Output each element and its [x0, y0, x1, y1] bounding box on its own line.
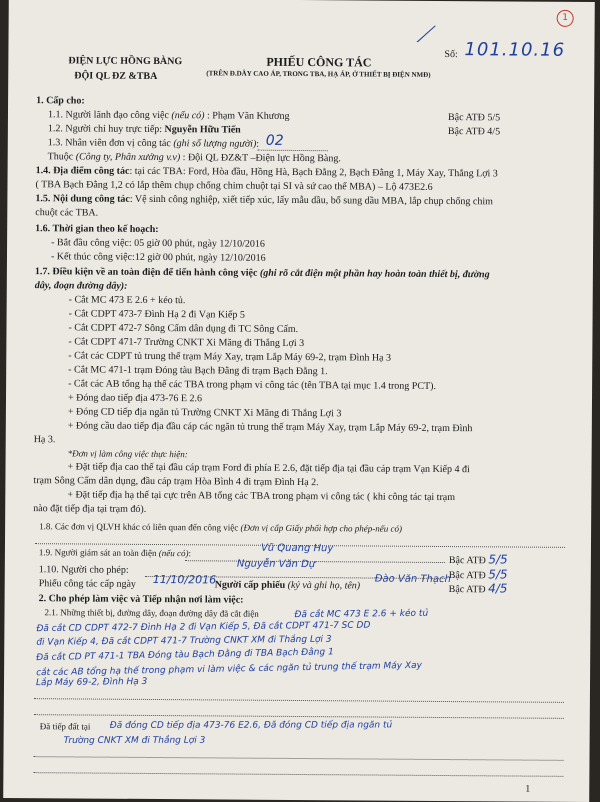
- footer-page-number: 1: [525, 783, 531, 795]
- safety-item: - Cắt CDPT 471-7 Trường CNKT Xi Măng đi Thắng Lợi 3: [68, 336, 305, 350]
- cut-off-note: cắt các AB tổng hạ thế trong phạm vi làm việc & các ngăn tủ trung thế trạm Máy Xay: [36, 660, 423, 679]
- dotted-line: [34, 756, 564, 761]
- document-page: [3, 0, 595, 802]
- row-1-1-note: (nếu có): [171, 110, 205, 122]
- row-1-5-line1: : Vệ sinh công nghiệp, xiết tiếp xúc, lấy mẫu dầu, bổ sung dầu MBA, lắp chụp chống chim: [129, 193, 493, 208]
- row-1-9-grade-label: Bậc ATĐ: [448, 555, 486, 567]
- issuer: [215, 579, 361, 591]
- thuoc-note: (Công ty, Phân xưởng v.v): [75, 151, 181, 164]
- work-unit-line: trạm Sông Cấm dân dụng, đầu cáp trạm Hòa Bình 4 đi trạm Đình Hạ 2.: [33, 475, 319, 489]
- cut-off-note: Lắp Máy 69-2, Đình Hạ 3: [35, 676, 148, 689]
- thuoc-label: Thuộc: [47, 151, 74, 163]
- dotted-line: [34, 698, 564, 703]
- row-1-4-line2: ( TBA Bạch Đằng 1,2 có lắp thêm chụp chống chim chuột tại SI và sứ cao thế MBA) – Lộ 473E2.6: [35, 179, 433, 193]
- grounding-note: Đã đóng CD tiếp địa 473-76 E2.6, Đã đóng CD tiếp địa ngăn tủ: [109, 720, 393, 731]
- row-1-10-label: 1.10. Người cho phép:: [38, 564, 129, 576]
- row-1-1-label: 1.1. Người lãnh đạo công việc: [47, 109, 169, 122]
- cut-off-note: Đã cắt MC 473 E 2.6 + kéo tủ: [294, 608, 429, 621]
- row-1-7-heading: [35, 266, 490, 280]
- safety-item: - Cắt CDPT 473-7 Đình Hạ 2 đi Vạn Kiếp 5: [68, 308, 245, 321]
- cut-off-note: Đã cắt CD CDPT 472-7 Đình Hạ 2 đi Vạn Kiếp 5, Đã cắt CDPT 471-7 SC DD: [36, 620, 371, 635]
- safety-item: - Cắt các AB tổng hạ thế các TBA trong phạm vi công tác (tên TBA tại mục 1.4 trong PCT).: [68, 378, 437, 392]
- cut-off-note: đi Vạn Kiếp 4, Đã cắt CDPT 471-7 Trường CNKT XM đi Thắng Lợi 3: [36, 634, 332, 648]
- page-number-badge: 1: [557, 10, 574, 27]
- form-title: PHIẾU CÔNG TÁC: [266, 54, 372, 70]
- row-1-5: [35, 193, 493, 207]
- issuer-note: (ký và ghi họ, tên): [287, 579, 361, 592]
- safety-item: - Cắt các CDPT tủ trung thế trạm Máy Xay, trạm Lắp Máy 69-2, trạm Đình Hạ 3: [68, 350, 392, 364]
- row-1-9-value: Vũ Quang Huy: [260, 542, 334, 555]
- row-1-2-value: Nguyễn Hữu Tiến: [164, 124, 241, 136]
- row-1-10-grade-value: 5/5: [488, 567, 508, 582]
- issuer-grade-value: 4/5: [488, 581, 508, 596]
- safety-item: - Cắt CDPT 472-7 Sông Cấm dân dụng đi TC Sông Cấm.: [68, 322, 299, 335]
- row-1-7-label: 1.7. Điều kiện về an toàn điện để tiến hành công việc: [34, 266, 258, 279]
- work-unit-line: nào đặt tiếp địa tại trạm đó).: [33, 503, 147, 515]
- cut-off-note: Đã cắt CD PT 471-1 TBA Đóng tàu Bạch Đằng đi TBA Bạch Đằng 1: [36, 647, 334, 664]
- section-1-heading: 1. Cấp cho:: [36, 95, 85, 107]
- row-1-2: [48, 123, 241, 135]
- issuer-label: Người cấp phiếu: [214, 579, 286, 591]
- work-unit-line: + Đặt tiếp địa cao thế tại đầu cáp trạm Ford đi phía E 2.6, đặt tiếp địa tại đầu cáp trạm Vạn Kiếp 4 đi: [67, 461, 470, 476]
- row-1-1-value: : Phạm Văn Khương: [206, 110, 290, 122]
- issuer-grade: [449, 581, 508, 595]
- row-1-7-note2: dây, đoạn đường dây):: [34, 280, 128, 292]
- row-1-9-grade: [449, 552, 508, 566]
- row-2-1-label: 2.1. Những thiết bị, đường dây, đoạn đường dây đã cắt điện: [44, 607, 259, 619]
- form-subtitle: (TRÊN Đ.DÂY CAO ÁP, TRONG TBA, HẠ ÁP, Ở THIẾT BỊ ĐIỆN NMĐ): [206, 69, 431, 79]
- row-1-9-label: 1.9. Người giám sát an toàn điện: [38, 547, 157, 559]
- row-1-10-value: Nguyễn Văn Dự: [236, 558, 316, 571]
- safety-item: Hạ 3.: [33, 434, 56, 446]
- issuer-value: Đào Văn Thạch: [374, 573, 451, 586]
- safety-item: - Cắt MC 471-1 trạm Đóng tàu Bạch Đằng đi trạm Bạch Đằng 1.: [68, 364, 328, 378]
- row-1-3-note: (ghi số lượng người): [173, 138, 257, 150]
- row-1-5-label: 1.5. Nội dung công tác: [35, 193, 130, 205]
- row-1-4: [36, 165, 498, 179]
- issue-label: Phiếu công tác cấp ngày: [38, 578, 136, 590]
- grounding-label: Đã tiếp đất tại: [39, 721, 91, 732]
- row-1-9-grade-value: 5/5: [488, 552, 508, 567]
- row-1-6-heading: 1.6. Thời gian theo kế hoạch:: [35, 223, 159, 236]
- thuoc-value: : Đội QL ĐZ&T –Điện lực Hồng Bàng.: [182, 152, 341, 165]
- row-1-3: 1.3. Nhân viên đơn vị công tác (ghi số lượng người):: [47, 137, 260, 150]
- row-thuoc: [48, 151, 341, 164]
- row-1-9: 1.9. Người giám sát an toàn điện (nếu có):: [38, 547, 192, 559]
- row-1-6-end: - Kết thúc công việc:12 giờ 00 phút, ngày 12/10/2016: [50, 251, 266, 264]
- dotted-line: [33, 772, 563, 777]
- row-1-1: [48, 109, 290, 122]
- dotted-line: [258, 150, 328, 151]
- row-1-6-start: - Bắt đầu công việc: 05 giờ 00 phút, ngày 12/10/2016: [51, 237, 265, 250]
- issue-date: 11/10/2016: [152, 572, 217, 587]
- form-number-label: Số:: [444, 49, 458, 61]
- row-1-10-grade-label: Bậc ATĐ: [448, 570, 486, 582]
- row-1-8-label: 1.8. Các đơn vị QLVH khác có liên quan đến công việc: [39, 521, 239, 533]
- safety-item: - Cắt MC 473 E 2.6 + kéo tủ.: [68, 294, 186, 307]
- row-1-9-note: (nếu có): [158, 548, 189, 559]
- row-1-5-line2: chuột các TBA.: [35, 207, 99, 219]
- row-1-10-grade: [449, 567, 508, 581]
- row-1-3-value: 02: [265, 132, 284, 149]
- signature-mark-icon: ⟋: [416, 22, 433, 48]
- row-1-2-grade: Bậc ATĐ 4/5: [447, 126, 501, 138]
- grounding-note: Trường CNKT XM đi Thắng Lợi 3: [63, 735, 206, 746]
- org-line-1: ĐIỆN LỰC HỒNG BÀNG: [68, 55, 183, 68]
- row-1-4-line1: : tại các TBA: Ford, Hòa đầu, Hồng Hà, Bạch Đằng 2, Bạch Đằng 1, Máy Xay, Thắng Lợi 3: [129, 165, 498, 180]
- row-1-7-note1: (ghi rõ cắt điện một phần hay hoàn toàn thiết bị, đường: [259, 267, 490, 281]
- row-1-8-note: (Đơn vị cấp Giấy phối hợp cho phép-nếu có): [240, 522, 403, 534]
- row-1-3-label: 1.3. Nhân viên đơn vị công tác: [47, 137, 171, 150]
- dotted-line: [34, 714, 564, 719]
- safety-item: + Đóng dao tiếp địa 473-76 E 2.6: [67, 392, 202, 405]
- safety-item: + Đóng CD tiếp địa ngăn tủ Trường CNKT Xi Măng đi Thắng Lợi 3: [67, 406, 342, 420]
- row-1-1-grade: Bậc ATĐ 5/5: [447, 112, 501, 124]
- row-1-4-label: 1.4. Địa điểm công tác: [35, 165, 130, 177]
- section-2-heading: 2. Cho phép làm việc và Tiếp nhận nơi làm việc:: [38, 593, 244, 606]
- row-1-2-label: 1.2. Người chỉ huy trực tiếp:: [47, 123, 163, 136]
- work-unit-heading: *Đơn vị làm công việc thực hiện:: [67, 448, 188, 460]
- org-line-2: ĐỘI QL ĐZ &TBA: [74, 70, 158, 83]
- issuer-grade-label: Bậc ATĐ: [448, 584, 486, 596]
- safety-item: + Đóng cầu dao tiếp địa đầu cáp các ngăn tủ trung thế trạm Máy Xay, trạm Lắp Máy 69-2, trạm Đình: [67, 420, 473, 435]
- row-1-8: [39, 521, 402, 534]
- work-unit-line: + Đặt tiếp địa hạ thế tại cực trên AB tổng các TBA trong phạm vi công tác ( khi công tác tại trạm: [67, 489, 456, 504]
- form-number-value: 101.10.16: [464, 39, 566, 61]
